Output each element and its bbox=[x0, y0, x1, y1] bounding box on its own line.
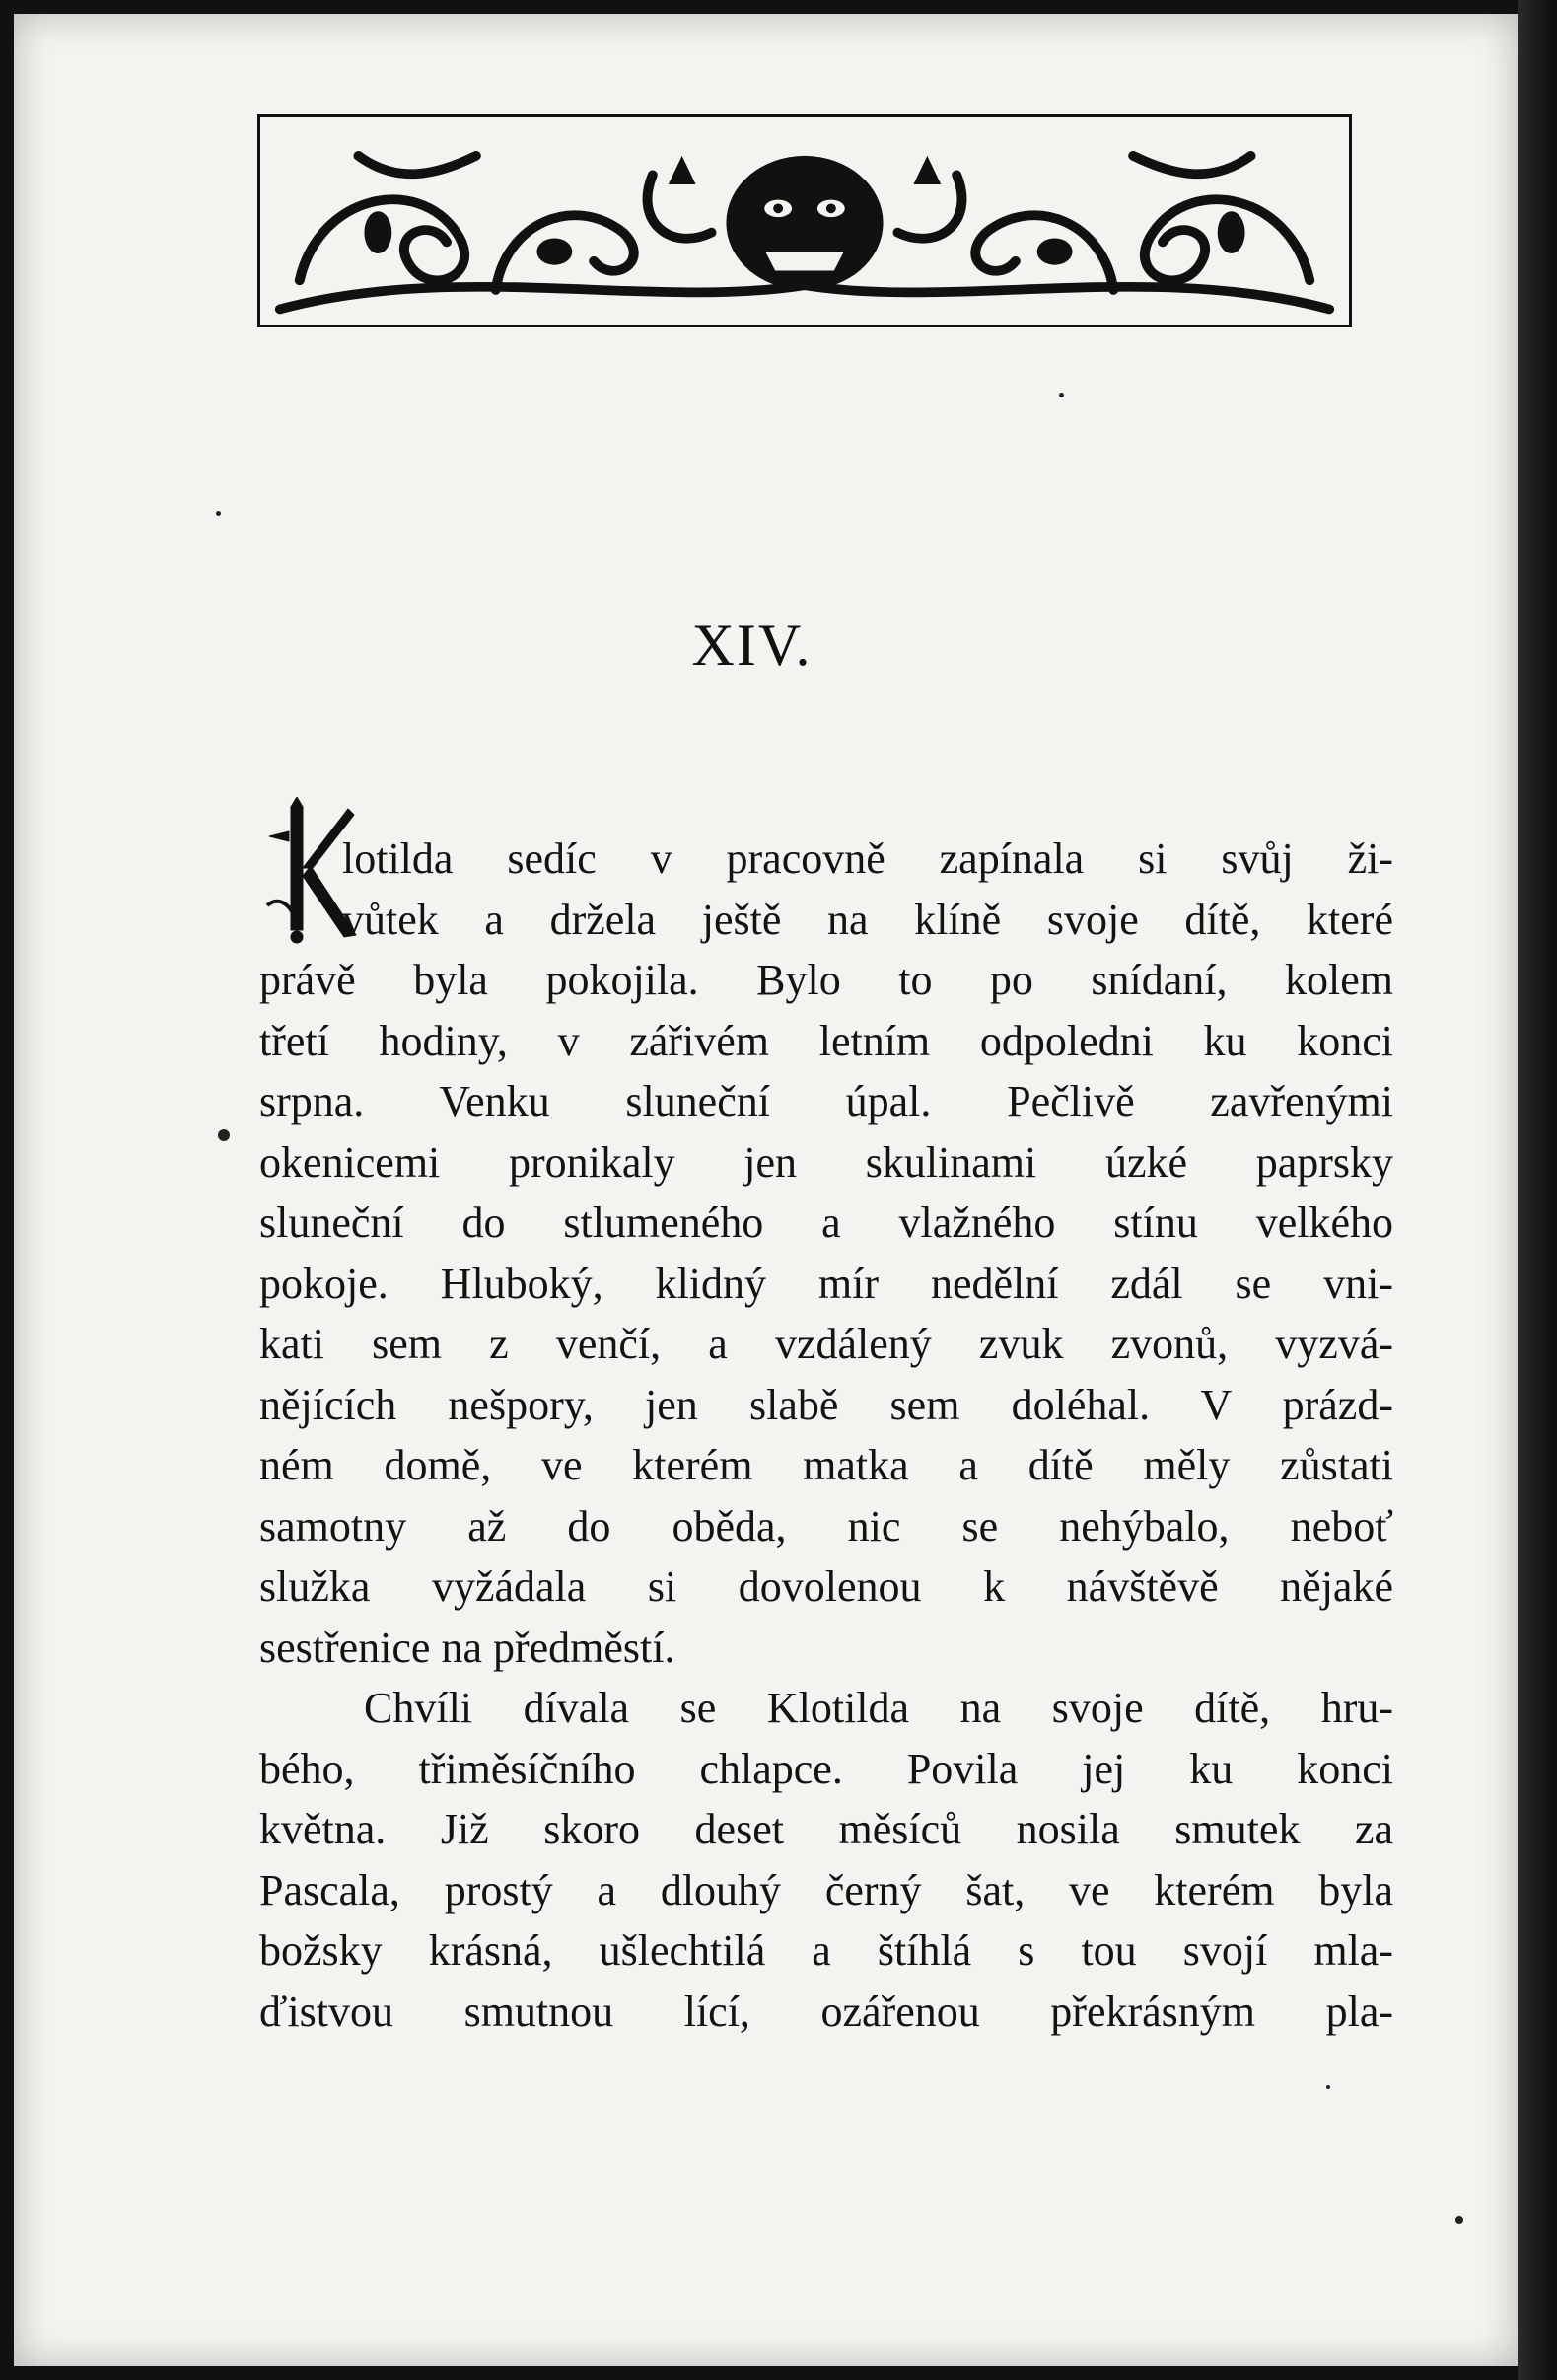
text-line: ném domě, ve kterém matka a dítě měly zůstati bbox=[259, 1441, 1393, 1489]
scan-right-edge bbox=[1518, 0, 1557, 2380]
book-page bbox=[14, 14, 1518, 2366]
ornamental-headpiece bbox=[257, 114, 1352, 327]
text-line: srpna. Venku sluneční úpal. Pečlivě zavřenými bbox=[259, 1077, 1393, 1125]
text-line: právě byla pokojila. Bylo to po snídaní, kolem bbox=[259, 956, 1393, 1004]
text-line: kati sem z venčí, a vzdálený zvuk zvonů, vyzvá- bbox=[259, 1320, 1393, 1368]
ink-speck bbox=[1455, 2216, 1463, 2224]
text-line: sluneční do stlumeného a vlažného stínu velkého bbox=[259, 1198, 1393, 1247]
paragraph bbox=[259, 829, 1393, 1678]
text-line: sestřenice na předměstí. bbox=[259, 1623, 675, 1672]
text-line: služka vyžádala si dovolenou k návštěvě nějaké bbox=[259, 1562, 1393, 1611]
text-line: lotilda sedíc v pracovně zapínala si svůj ži- bbox=[342, 834, 1393, 883]
text-line: třetí hodiny, v zářivém letním odpoledni ku konci bbox=[259, 1016, 1393, 1065]
text-line: nějících nešpory, jen slabě sem doléhal. V prázd- bbox=[259, 1380, 1393, 1429]
text-line: Chvíli dívala se Klotilda na svoje dítě, hru- bbox=[364, 1684, 1393, 1732]
text-line: pokoje. Hluboký, klidný mír nedělní zdál se vni- bbox=[259, 1259, 1393, 1308]
text-line: samotny až do oběda, nic se nehýbalo, neboť bbox=[259, 1501, 1393, 1551]
chapter-body bbox=[259, 829, 1393, 2042]
text-line: ďistvou smutnou lící, ozářenou překrásným pla- bbox=[259, 1986, 1393, 2036]
text-line: bého, třiměsíčního chlapce. Povila jej ku konci bbox=[259, 1744, 1393, 1793]
ink-speck bbox=[1326, 2085, 1330, 2089]
text-line: vůtek a držela ještě na klíně svoje dítě, které bbox=[342, 895, 1393, 944]
ink-speck bbox=[216, 511, 221, 516]
text-line: okenicemi pronikaly jen skulinami úzké paprsky bbox=[259, 1137, 1393, 1187]
paragraph bbox=[259, 1678, 1393, 2042]
ink-speck bbox=[1059, 393, 1064, 397]
scrollwork-ornament-icon bbox=[260, 117, 1349, 325]
text-line: božsky krásná, ušlechtilá a štíhlá s tou svojí mla- bbox=[259, 1926, 1393, 1975]
ink-speck bbox=[218, 1129, 230, 1141]
text-line: Pascala, prostý a dlouhý černý šat, ve kterém byla bbox=[259, 1865, 1393, 1914]
text-line: května. Již skoro deset měsíců nosila smutek za bbox=[259, 1805, 1393, 1853]
chapter-number: XIV. bbox=[691, 613, 813, 678]
